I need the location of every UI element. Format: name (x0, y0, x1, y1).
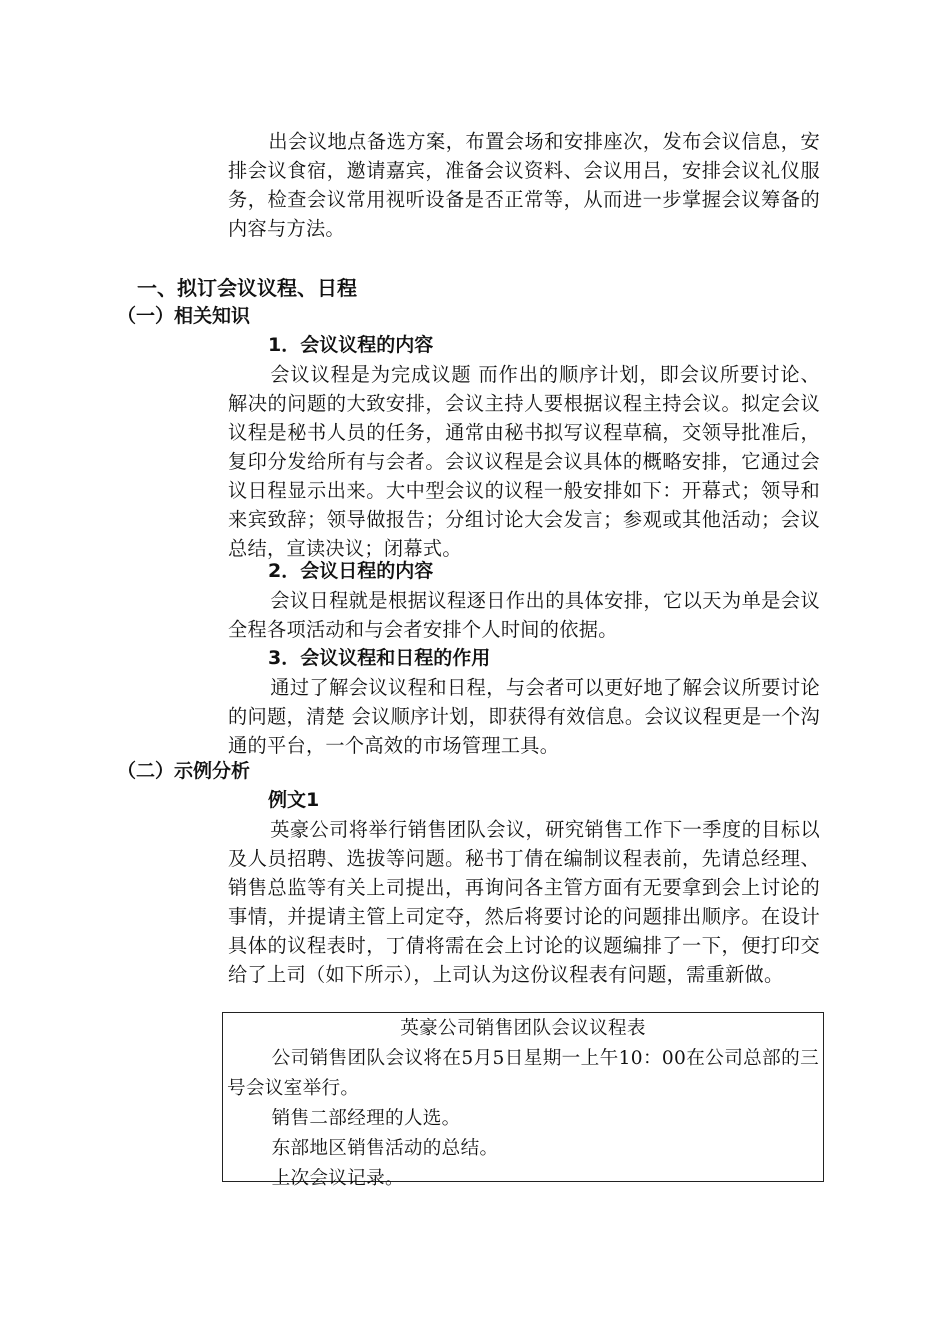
subsection-title-knowledge: （一）相关知识 (117, 305, 251, 327)
subsection-title-example: （二）示例分析 (117, 760, 251, 782)
agenda-item: 东部地区销售活动的总结。 (271, 1138, 499, 1159)
agenda-item: 销售二部经理的人选。 (271, 1108, 461, 1129)
section-title: 一、拟订会议议程、日程 (137, 276, 357, 300)
item2-heading: 2．会议日程的内容 (268, 560, 434, 582)
agenda-intro: 公司销售团队会议将在5月5日星期一上午10：00在公司总部的三号会议室举行。 (227, 1048, 819, 1099)
example-label: 例文1 (268, 789, 320, 811)
item1-heading: 1．会议议程的内容 (268, 334, 434, 356)
intro-paragraph: 出会议地点备选方案，布置会场和安排座次，发布会议信息，安排会议食宿，邀请嘉宾，准备会议资料、会议用吕，安排会议礼仪服务，检查会议常用视听设备是否正常等，从而进一步掌握会议筹备的内容与方法。 (228, 130, 820, 240)
item2-body: 会议日程就是根据议程逐日作出的具体安排，它以天为单是会议全程各项活动和与会者安排个人时间的依据。 (228, 589, 820, 641)
agenda-item: 上次会议记录。 (271, 1168, 404, 1189)
agenda-box (222, 1012, 824, 1189)
item3-body: 通过了解会议议程和日程，与会者可以更好地了解会议所要讨论的问题，清楚 会议顺序计划，即获得有效信息。会议议程更是一个沟通的平台，一个高效的市场管理工具。 (228, 676, 820, 757)
example-body: 英豪公司将举行销售团队会议，研究销售工作下一季度的目标以及人员招聘、选拔等问题。秘书丁倩在编制议程表前，先请总经理、销售总监等有关上司提出，再询问各主管方面有无要拿到会上讨论的事情，并提请主管上司定夺，然后将要讨论的问题排出顺序。在设计具体的议程表时，丁倩将需在会上讨论的议题编排了一下，便打印交给了上司（如下所示），上司认为这份议程表有问题，需重新做。 (228, 818, 820, 986)
item3-heading: 3．会议议程和日程的作用 (268, 647, 491, 669)
item1-body: 会议议程是为完成议题 而作出的顺序计划，即会议所要讨论、解决的问题的大致安排，会议主持人要根据议程主持会议。拟定会议议程是秘书人员的任务，通常由秘书拟写议程草稿，交领导批准后，复印分发给所有与会者。会议议程是会议具体的概略安排，它通过会议日程显示出来。大中型会议的议程一般安排如下：开幕式；领导和来宾致辞；领导做报告；分组讨论大会发言；参观或其他活动；会议总结，宣读决议；闭幕式。 (228, 363, 820, 560)
agenda-title: 英豪公司销售团队会议议程表 (400, 1018, 646, 1039)
